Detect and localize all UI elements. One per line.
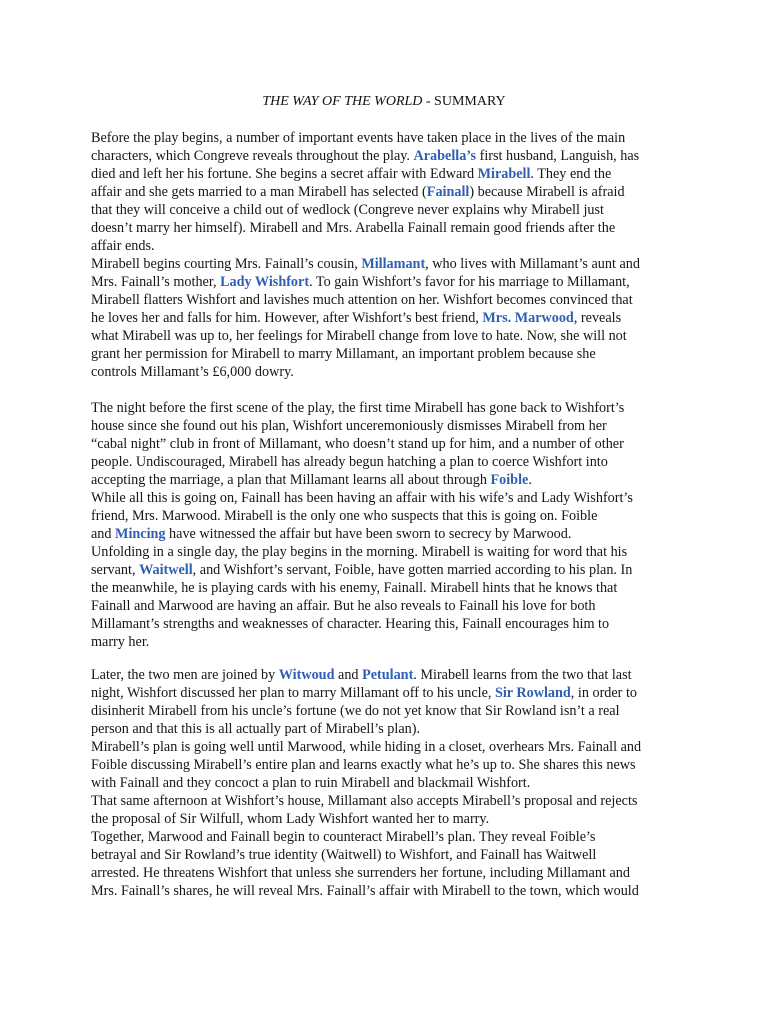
- text-line: [91, 720, 420, 738]
- line-text: servant,: [91, 562, 140, 578]
- text-line: [91, 525, 571, 543]
- line-text: , who lives with Millamant’s aunt and: [425, 256, 640, 272]
- line-text: affair ends.: [91, 238, 155, 254]
- line-text: betrayal and Sir Rowland’s true identity (Waitwell) to Wishfort, and Fainall has Waitwell: [91, 847, 597, 863]
- text-line: [91, 507, 597, 525]
- line-text: doesn’t marry her himself). Mirabell and Mrs. Arabella Fainall remain good friends after the: [91, 220, 616, 236]
- line-text: Later, the two men are joined by: [91, 667, 279, 683]
- link-foible[interactable]: Foible: [490, 472, 529, 488]
- line-text: the meanwhile, he is playing cards with his enemy, Fainall. Mirabell hints that he knows that: [91, 580, 618, 596]
- text-line: [91, 291, 633, 309]
- line-text: marry her.: [91, 634, 150, 650]
- line-text: Foible discussing Mirabell’s entire plan and learns exactly what he’s up to. She shares this news: [91, 757, 636, 773]
- line-text: that they will conceive a child out of wedlock (Congreve never explains why Mirabell just: [91, 202, 604, 218]
- line-text: with Fainall and they concoct a plan to ruin Mirabell and blackmail Wishfort.: [91, 775, 531, 791]
- text-line: [91, 219, 615, 237]
- text-line: [91, 774, 530, 792]
- line-text: died and left her his fortune. She begins a secret affair with Edward: [91, 166, 478, 182]
- text-line: [91, 255, 640, 273]
- line-text: accepting the marriage, a plan that Millamant learns all about through: [91, 472, 491, 488]
- text-line: [91, 615, 609, 633]
- title-rest: - SUMMARY: [422, 94, 506, 109]
- line-text: Millamant’s strengths and weaknesses of character. Hearing this, Fainall encourages him to: [91, 616, 610, 632]
- link-petulant[interactable]: Petulant: [362, 667, 414, 683]
- text-line: [91, 633, 149, 651]
- line-text: controls Millamant’s £6,000 dowry.: [91, 364, 294, 380]
- line-text: characters, which Congreve reveals throughout the play.: [91, 148, 414, 164]
- text-line: [91, 756, 636, 774]
- line-text: Before the play begins, a number of important events have taken place in the lives of the main: [91, 130, 626, 146]
- line-text: what Mirabell was up to, her feelings for Mirabell change from love to hate. Now, she will not: [91, 328, 627, 344]
- line-text: night, Wishfort discussed her plan to marry Millamant off to his uncle,: [91, 685, 495, 701]
- line-text: , in order to: [570, 685, 637, 701]
- text-line: [91, 702, 620, 720]
- link-sir-rowland[interactable]: Sir Rowland: [494, 685, 571, 701]
- line-text: Together, Marwood and Fainall begin to counteract Mirabell’s plan. They reveal Foible’s: [91, 829, 596, 845]
- line-text: . Mirabell learns from the two that last: [413, 667, 632, 683]
- text-line: [91, 237, 155, 255]
- text-line: [91, 273, 630, 291]
- text-line: [91, 561, 632, 579]
- text-line: [91, 327, 627, 345]
- text-line: [91, 345, 596, 363]
- text-line: [91, 543, 627, 561]
- line-text: grant her permission for Mirabell to marry Millamant, an important problem because she: [91, 346, 596, 362]
- line-text: .: [528, 472, 532, 488]
- line-text: friend, Mrs. Marwood. Mirabell is the only one who suspects that this is going on. Foible: [91, 508, 598, 524]
- line-text: Mirabell’s plan is going well until Marwood, while hiding in a closet, overhears Mrs. Fainall and: [91, 739, 642, 755]
- line-text: Unfolding in a single day, the play begins in the morning. Mirabell is waiting for word that his: [91, 544, 628, 560]
- text-line: [91, 165, 611, 183]
- link-witwoud[interactable]: Witwoud: [278, 667, 335, 683]
- text-line: [91, 810, 489, 828]
- link-mrs-marwood[interactable]: Mrs. Marwood: [482, 310, 574, 326]
- line-text: Mrs. Fainall’s shares, he will reveal Mrs. Fainall’s affair with Mirabell to the town, which would: [91, 883, 639, 899]
- line-text: Mrs. Fainall’s mother,: [91, 274, 221, 290]
- line-text: person and that this is all actually part of Mirabell’s plan).: [91, 721, 420, 737]
- line-text: While all this is going on, Fainall has been having an affair with his wife’s and Lady Wishfort’s: [91, 490, 633, 506]
- text-line: [91, 828, 595, 846]
- text-line: [91, 489, 633, 507]
- title-italic: THE WAY OF THE WORLD: [262, 94, 423, 109]
- text-line: [91, 864, 630, 882]
- document-title: [0, 94, 768, 110]
- text-line: [91, 597, 595, 615]
- link-lady-wishfort[interactable]: Lady Wishfort: [220, 274, 310, 290]
- line-text: , reveals: [573, 310, 622, 326]
- text-line: [91, 129, 625, 147]
- text-line: [91, 417, 607, 435]
- text-line: [91, 846, 596, 864]
- line-text: . To gain Wishfort’s favor for his marriage to Millamant,: [309, 274, 630, 290]
- text-line: [91, 579, 617, 597]
- text-line: [91, 453, 608, 471]
- text-line: [91, 399, 624, 417]
- link-millamant[interactable]: Millamant: [361, 256, 426, 272]
- line-text: and: [334, 667, 363, 683]
- text-line: [91, 309, 621, 327]
- line-text: people. Undiscouraged, Mirabell has already begun hatching a plan to coerce Wishfort into: [91, 454, 608, 470]
- line-text: house since she found out his plan, Wishfort unceremoniously dismisses Mirabell from her: [91, 418, 607, 434]
- line-text: affair and she gets married to a man Mirabell has selected (: [91, 184, 427, 200]
- line-text: Mirabell begins courting Mrs. Fainall’s cousin,: [91, 256, 362, 272]
- line-text: have witnessed the affair but have been sworn to secrecy by Marwood.: [165, 526, 572, 542]
- line-text: disinherit Mirabell from his uncle’s fortune (we do not yet know that Sir Rowland isn’t a real: [91, 703, 620, 719]
- line-text: and: [91, 526, 116, 542]
- text-line: [91, 201, 604, 219]
- line-text: . They end the: [530, 166, 612, 182]
- link-arabella[interactable]: Arabella’s: [413, 148, 477, 164]
- line-text: he loves her and falls for him. However, after Wishfort’s best friend,: [91, 310, 483, 326]
- link-mincing[interactable]: Mincing: [115, 526, 166, 542]
- text-line: [91, 684, 637, 702]
- line-text: That same afternoon at Wishfort’s house, Millamant also accepts Mirabell’s proposal and rejects: [91, 793, 638, 809]
- line-text: Mirabell flatters Wishfort and lavishes much attention on her. Wishfort becomes convinced that: [91, 292, 633, 308]
- line-text: The night before the first scene of the play, the first time Mirabell has gone back to Wishfort’s: [91, 400, 625, 416]
- link-mirabell[interactable]: Mirabell: [477, 166, 531, 182]
- text-line: [91, 183, 625, 201]
- line-text: the proposal of Sir Wilfull, whom Lady Wishfort wanted her to marry.: [91, 811, 490, 827]
- text-line: [91, 363, 294, 381]
- line-text: ) because Mirabell is afraid: [469, 184, 625, 200]
- line-text: , and Wishfort’s servant, Foible, have gotten married according to his plan. In: [192, 562, 633, 578]
- text-line: [91, 471, 532, 489]
- line-text: Fainall and Marwood are having an affair. But he also reveals to Fainall his love for both: [91, 598, 596, 614]
- text-line: [91, 666, 632, 684]
- text-line: [91, 435, 624, 453]
- link-waitwell[interactable]: Waitwell: [139, 562, 193, 578]
- line-text: first husband, Languish, has: [476, 148, 640, 164]
- text-line: [91, 147, 639, 165]
- text-line: [91, 882, 639, 900]
- line-text: arrested. He threatens Wishfort that unless she surrenders her fortune, including Millamant and: [91, 865, 630, 881]
- line-text: “cabal night” club in front of Millamant, who doesn’t stand up for him, and a number of other: [91, 436, 624, 452]
- text-line: [91, 792, 637, 810]
- text-line: [91, 738, 641, 756]
- link-fainall[interactable]: Fainall: [426, 184, 470, 200]
